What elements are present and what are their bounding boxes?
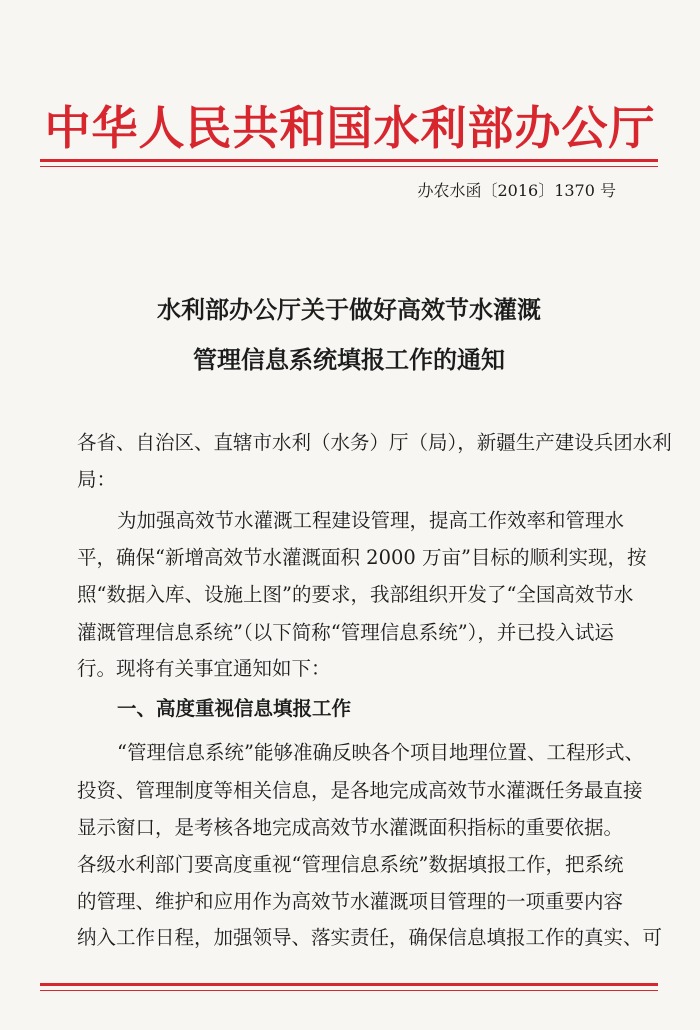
intro-line: 平，确保“新增高效节水灌溉面积 2000 万亩”目标的顺利实现，按 bbox=[77, 546, 647, 569]
document-title-line-2: 管理信息系统填报工作的通知 bbox=[193, 346, 505, 374]
organization-header: 中华人民共和国水利部办公厅 bbox=[44, 101, 656, 155]
intro-line: 照“数据入库、设施上图”的要求，我部组织开发了“全国高效节水 bbox=[77, 583, 634, 606]
section1-line: 投资、管理制度等相关信息，是各地完成高效节水灌溉任务最直接 bbox=[77, 779, 643, 802]
footer-red-rule-thick bbox=[40, 983, 658, 986]
footer-red-rule-thin bbox=[40, 990, 658, 991]
intro-line: 灌溉管理信息系统”（以下简称“管理信息系统”），并已投入试运 bbox=[77, 621, 614, 644]
header-red-rule-thick bbox=[40, 159, 658, 162]
document-title-line-1: 水利部办公厅关于做好高效节水灌溉 bbox=[157, 296, 541, 324]
document-number: 办农水函〔2016〕1370 号 bbox=[417, 181, 616, 200]
section1-line: 的管理、维护和应用作为高效节水灌溉项目管理的一项重要内容 bbox=[77, 890, 624, 913]
section1-line: 各级水利部门要高度重视“管理信息系统”数据填报工作，把系统 bbox=[77, 853, 624, 876]
intro-line: 行。现将有关事宜通知如下： bbox=[77, 657, 331, 680]
section-heading-1: 一、高度重视信息填报工作 bbox=[117, 697, 352, 720]
intro-line: 为加强高效节水灌溉工程建设管理，提高工作效率和管理水 bbox=[117, 509, 625, 532]
addressee-line-2: 局： bbox=[77, 468, 117, 491]
section1-line: 纳入工作日程，加强领导、落实责任，确保信息填报工作的真实、可 bbox=[77, 926, 663, 949]
addressee-line-1: 各省、自治区、直辖市水利（水务）厅（局），新疆生产建设兵团水利 bbox=[77, 431, 672, 454]
section1-line: 显示窗口，是考核各地完成高效节水灌溉面积指标的重要依据。 bbox=[77, 816, 624, 839]
section1-line: “管理信息系统”能够准确反映各个项目地理位置、工程形式、 bbox=[117, 741, 644, 764]
header-red-rule-thin bbox=[40, 166, 658, 167]
